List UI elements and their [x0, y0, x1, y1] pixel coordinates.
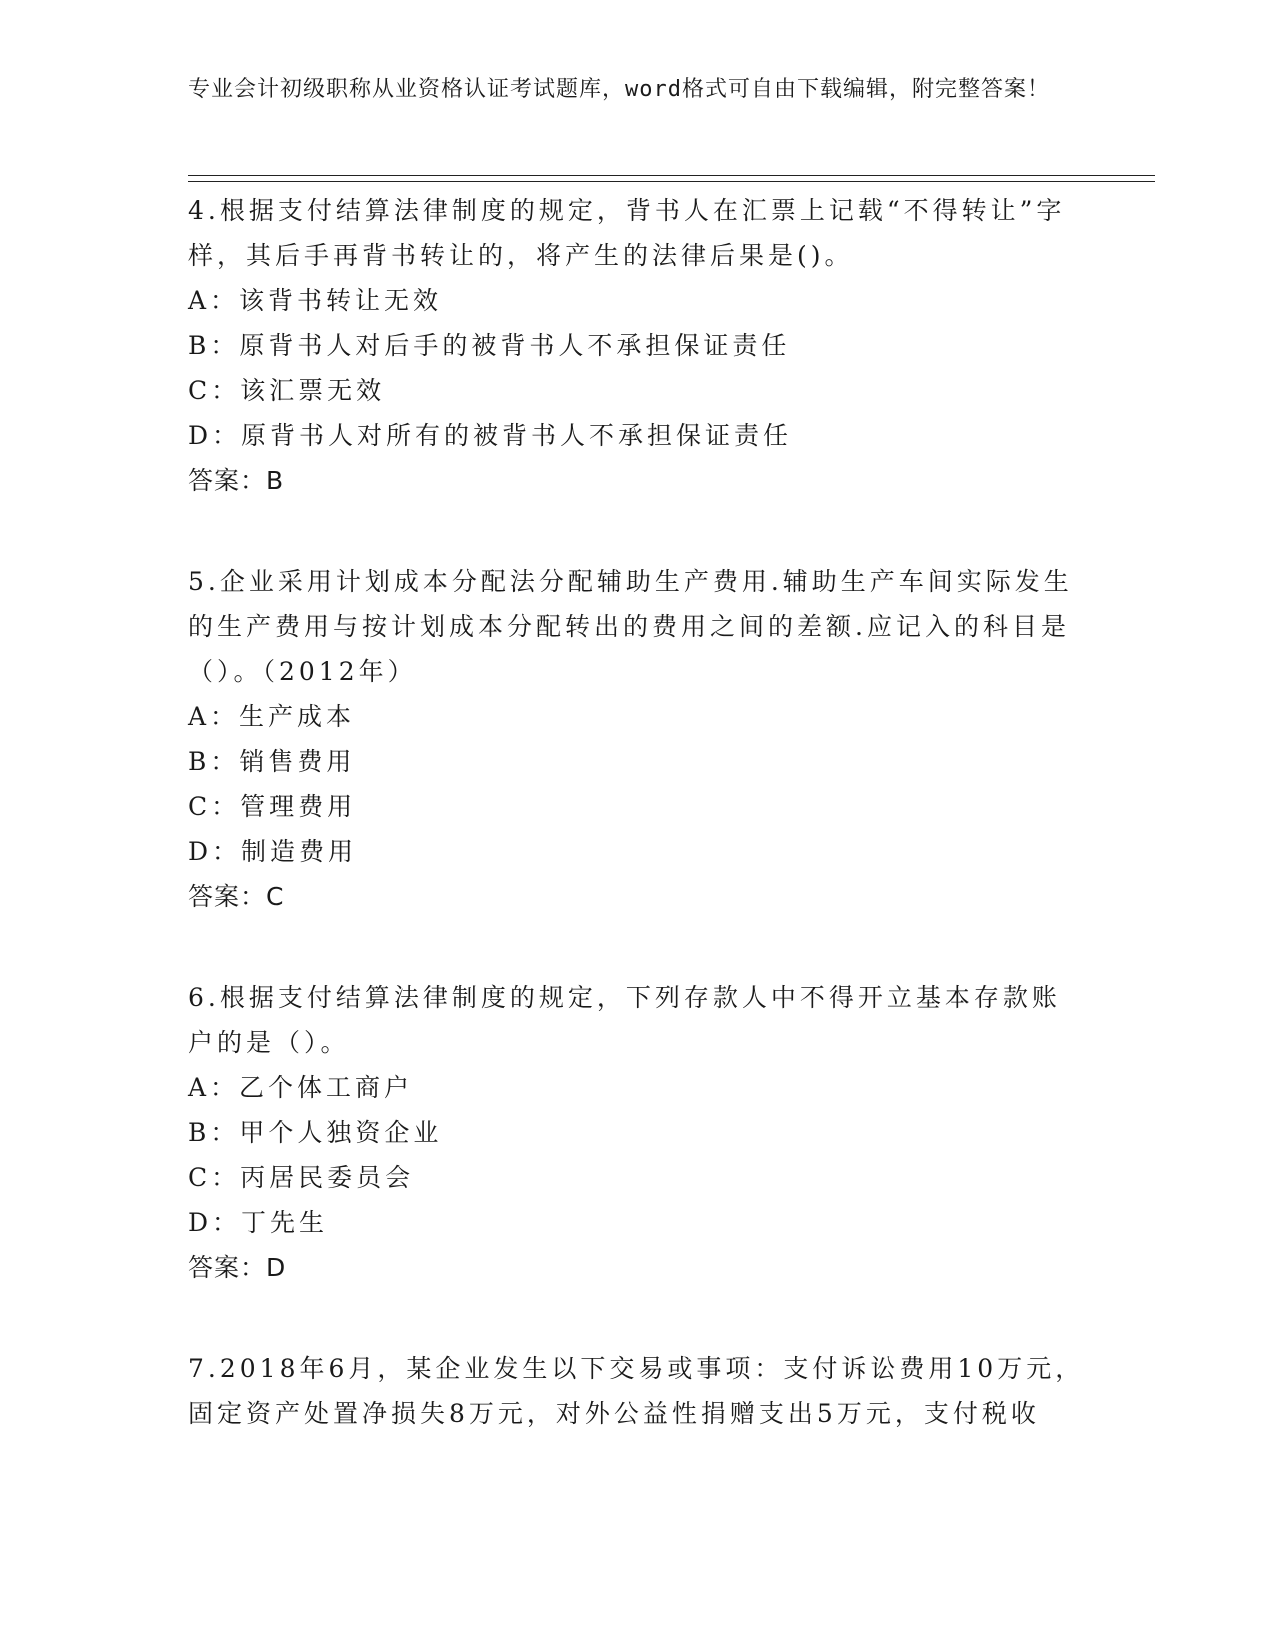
option-b: B：销售费用 [188, 747, 356, 776]
question-stem: 7.2018年6月，某企业发生以下交易或事项：支付诉讼费用10万元，固定资产处置净损失8万元，对外公益性捐赠支出5万元，支付税收 [188, 1354, 1085, 1428]
option-a: A：乙个体工商户 [188, 1073, 414, 1102]
option-b: B：原背书人对后手的被背书人不承担保证责任 [188, 331, 791, 360]
answer-text: 答案：D [188, 1253, 287, 1282]
header-divider [188, 175, 1155, 176]
header-divider [188, 181, 1155, 182]
question-stem: 4.根据支付结算法律制度的规定，背书人在汇票上记载“不得转让”字样，其后手再背书转让的，将产生的法律后果是()。 [188, 196, 1066, 270]
question-item [188, 559, 1088, 919]
question-item [188, 1346, 1088, 1436]
option-a: A：生产成本 [188, 702, 356, 731]
answer-text: 答案：B [188, 466, 285, 495]
document-header [188, 74, 1068, 106]
question-stem: 5.企业采用计划成本分配法分配辅助生产费用.辅助生产车间实际发生的生产费用与按计划成本分配转出的费用之间的差额.应记入的科目是（）。（2012年） [188, 567, 1073, 686]
option-d: D：丁先生 [188, 1208, 329, 1237]
option-b: B：甲个人独资企业 [188, 1118, 443, 1147]
question-list [188, 188, 1088, 1492]
option-a: A：该背书转让无效 [188, 286, 443, 315]
option-c: C：丙居民委员会 [188, 1163, 415, 1192]
option-c: C：管理费用 [188, 792, 357, 821]
option-d: D：制造费用 [188, 837, 358, 866]
answer-text: 答案：C [188, 882, 285, 911]
option-d: D：原背书人对所有的被背书人不承担保证责任 [188, 421, 793, 450]
header-text: 专业会计初级职称从业资格认证考试题库，word格式可自由下载编辑，附完整答案！ [188, 77, 1050, 102]
question-item [188, 188, 1088, 503]
question-stem: 6.根据支付结算法律制度的规定，下列存款人中不得开立基本存款账户的是（）。 [188, 983, 1061, 1057]
question-item [188, 975, 1088, 1290]
option-c: C：该汇票无效 [188, 376, 386, 405]
